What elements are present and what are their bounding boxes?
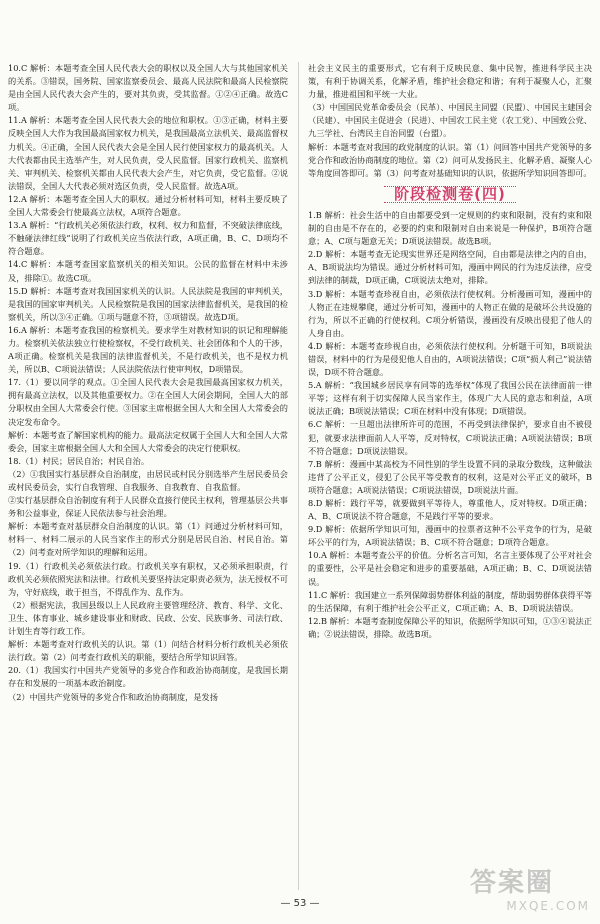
answer-paragraph: 19.（1）行政机关必须依法行政。行政机关享有职权，又必须承担职责，行政机关必须依照宪法和法律。行政机关要坚持法定职责必须为，法无授权不可为，守好底线，敢于担当，不得乱作为、乱作为。 xyxy=(8,560,288,597)
answer-paragraph: 11.C 解析：我国建立一系列保障弱势群体利益的制度，帮助弱势群体获得平等的生活保障，有利于维护社会公平正义，C项正确；A、B、D项说法错误。 xyxy=(308,589,592,613)
answer-paragraph: 解析：本题考查对基层群众自治制度的认识。第（1）问通过分析材料可知，材料一、材料二展示的人民当家作主的形式分别是居民自治、村民自治。第（2）问考查对所学知识的理解和运用。 xyxy=(8,521,288,558)
answer-paragraph: 10.A 解析：本题考查公平的价值。分析名言可知，名言主要体现了公平对社会的重要性，公平是社会稳定和进步的重要基础，A项正确；B、C、D项说法错误。 xyxy=(308,550,592,587)
answer-paragraph: 8.D 解析：践行平等，就要做到平等待人，尊重他人，反对特权。D项正确；A、B、C项说法不符合题意，不是践行平等的要求。 xyxy=(308,498,592,522)
section-title xyxy=(308,186,592,203)
stage-test-answers xyxy=(308,209,592,641)
answer-paragraph: 社会主义民主的重要形式，它有利于反映民意、集中民智，推进科学民主决策，有利于协调关系，化解矛盾，维护社会稳定和谐；有利于凝聚人心，汇聚力量，推进祖国和平统一大业。 xyxy=(308,63,592,100)
watermark-url: MXQE.COM xyxy=(506,899,590,913)
answer-paragraph: 12.B 解析：本题考查制度保障公平的知识，依据所学知识可知，①③④说法正确；②说法错误，排除。故选B项。 xyxy=(308,615,592,639)
answer-paragraph: 16.A 解析：本题考查我国的检察机关。要求学生对教材知识的识记和理解能力。检察机关依法独立行使检察权，不受行政机关、社会团体和个人的干涉，A项正确。检察机关是我国的法律监督机关，不是行政机关，也不是权力机关，所以B、C项说法错误；人民法院依法行使审判权，D项错误。 xyxy=(8,324,288,375)
answer-paragraph: （2）中国共产党领导的多党合作和政治协商制度，是发扬 xyxy=(8,691,218,702)
answer-paragraph: 2.D 解析：本题考查无论现实世界还是网络空间，自由都是法律之内的自由，A、B项说法均为错误。通过分析材料可知，漫画中网民的行为违反法律，应受到法律的制裁，D项正确，C项说法太绝对，排除。 xyxy=(308,249,592,286)
answer-paragraph: （2）①我国实行基层群众自治制度，由居民或村民分别选举产生居民委员会或村民委员会，实行自我管理、自我服务、自我教育、自我监督。 xyxy=(8,468,288,492)
column-divider xyxy=(298,62,299,890)
answer-paragraph: 20.（1）我国实行中国共产党领导的多党合作和政治协商制度，是我国长期存在和发展的一项基本政治制度。 xyxy=(8,665,288,689)
answer-paragraph: 1.B 解析：社会生活中的自由都要受到一定规则的约束和限制，没有约束和限制的自由是不存在的，必要的约束和限制对自由来说是一种保护，B项符合题意；A、C项与题意无关；D项说法错误。故选B项。 xyxy=(308,209,592,247)
answer-paragraph: 4.D 解析：本题考查珍视自由，必须依法行使权利。分析题干可知，B项说法错误，材料中的行为是侵犯他人自由的，A项说法错误；C项“损人利己”说法错误，D项不符合题意。 xyxy=(308,340,592,378)
answer-paragraph: 解析：本题考查了解国家机构的能力。最高法定权属于全国人大和全国人大常委会，国家主席根据全国人大和全国人大常委会的决定行使职权。 xyxy=(8,429,288,453)
answer-paragraph: （3）中国国民党革命委员会（民革）、中国民主同盟（民盟）、中国民主建国会（民建）、中国民主促进会（民进）、中国农工民主党（农工党）、中国致公党、九三学社、台湾民主自治同盟（台盟）。 xyxy=(308,102,592,139)
watermark-text: 答案圈 xyxy=(470,868,555,898)
right-column-continued-answers xyxy=(308,62,592,180)
answer-paragraph: 11.A 解析：本题考查全国人民代表大会的地位和职权。①③正确，材料主要反映全国人大作为我国最高国家权力机关，是我国最高立法机关、最高监督权力机关。④正确，全国人民代表大会是全国人民行使国家权力的最高机关。人大代表都由民主选举产生，对人民负责，受人民监督。国家行政机关、监察机关、审判机关、检察机关都由人民代表大会产生，对它负责，受它监督。②说法错误，全国人大代表必须对选区负责，受人民监督。故选A项。 xyxy=(8,115,288,191)
answer-paragraph: （2）根据宪法，我国县级以上人民政府主要管理经济、教育、科学、文化、卫生、体育事业、城乡建设事业和财政、民政、公安、民族事务、司法行政、计划生育等行政工作。 xyxy=(8,599,288,637)
answer-paragraph: 6.C 解析：一旦超出法律所许可的范围，不再受到法律保护，要求自由不被侵犯，就要求法律面前人人平等，反对特权，C项说法正确；A项说法错误；B项不符合题意；D项说法错误。 xyxy=(308,419,592,456)
answer-paragraph: 13.A 解析：“行政机关必须依法行政，权利、权力和监督，不突破法律底线，不触碰法律红线”说明了行政机关应当依法行政，A项正确，B、C、D项均不符合题意。 xyxy=(8,220,288,257)
answer-paragraph: 14.C 解析：本题考查国家监察机关的相关知识。公民的监督在材料中未涉及，排除①。故选C项。 xyxy=(8,259,288,283)
page-number: — 53 — xyxy=(280,898,320,909)
answer-paragraph: 5.A 解析：“我国城乡居民享有同等的选举权”体现了我国公民在法律面前一律平等；这样有利于切实保障人民当家作主，体现广大人民的意志和利益，A项说法正确；B项说法错误；C项在材料中没有体现；D项错误。 xyxy=(308,380,592,417)
left-column xyxy=(8,62,288,704)
right-column xyxy=(308,62,592,641)
section-title-text: 阶段检测卷(四) xyxy=(384,186,516,203)
answer-paragraph: 12.A 解析：本题考查全国人大的职权。通过分析材料可知，材料主要反映了全国人大常委会行使最高立法权，A项符合题意。 xyxy=(8,193,288,218)
answer-paragraph: 15.D 解析：本题考查对我国国家机关的认识。人民法院是我国的审判机关，是我国的国家审判机关。人民检察院是我国的国家法律监督机关，是我国的检察机关，所以③④正确。①项与题意不符，③项错误。故选D项。 xyxy=(8,285,288,322)
answer-paragraph: 7.B 解析：漫画中某高校为不同性别的学生设置不同的录取分数线，这种做法违背了公平正义，侵犯了公民平等受教育的权利，这是对公平正义的破坏，B项符合题意；A项说法错误；C项说法错误，D项说法片面。 xyxy=(308,458,592,495)
answer-paragraph: 17.（1）要以同学的观点。①全国人民代表大会是我国最高国家权力机关，拥有最高立法权，以及其他重要权力。②在全国人大闭会期间，全国人大的部分职权由全国人大常委会行使。③国家主席根据全国人大和全国人大常委会的决定发布命令。 xyxy=(8,377,288,427)
answer-paragraph: 3.D 解析：本题考查珍视自由，必须依法行使权利。分析漫画可知，漫画中的人物正在违规攀爬，通过分析可知，漫画中的人物正在做的是破坏公共设施的行为，所以不正确的行使权利。C项分析错误，漫画没有反映出侵犯了他人的人身自由。 xyxy=(308,288,592,338)
answer-paragraph: ②实行基层群众自治制度有利于人民群众直接行使民主权利，管理基层公共事务和公益事业，保证人民依法参与社会治理。 xyxy=(8,495,288,519)
answer-paragraph: 解析：本题考查对行政机关的认识。第（1）问结合材料分析行政机关必须依法行政。第（2）问考查行政机关的职能，要结合所学知识回答。 xyxy=(8,639,288,663)
answer-paragraph: 18.（1）村民；居民自治；村民自治。 xyxy=(8,455,150,466)
answer-paragraph: 10.C 解析：本题考查全国人民代表大会的职权以及全国人大与其他国家机关的关系。③错误，国务院、国家监察委员会、最高人民法院和最高人民检察院是由全国人民代表大会产生的，要对其负责，受其监督。①②④正确。故选C项。 xyxy=(8,63,288,113)
answer-paragraph: 解析：本题考查对我国的政党制度的认识。第（1）问回答中国共产党领导的多党合作和政治协商制度的地位。第（2）问可从发扬民主、化解矛盾、凝聚人心等角度回答即可。第（3）问考查对基础知识的认识，依据所学知识回答即可。 xyxy=(308,141,592,178)
watermark-logo xyxy=(470,862,590,918)
answer-paragraph: 9.D 解析：依据所学知识可知，漫画中的拉票者这种不公平竞争的行为，是破坏公平的行为，A项说法错误；B、C项不符合题意；D项符合题意。 xyxy=(308,524,592,548)
